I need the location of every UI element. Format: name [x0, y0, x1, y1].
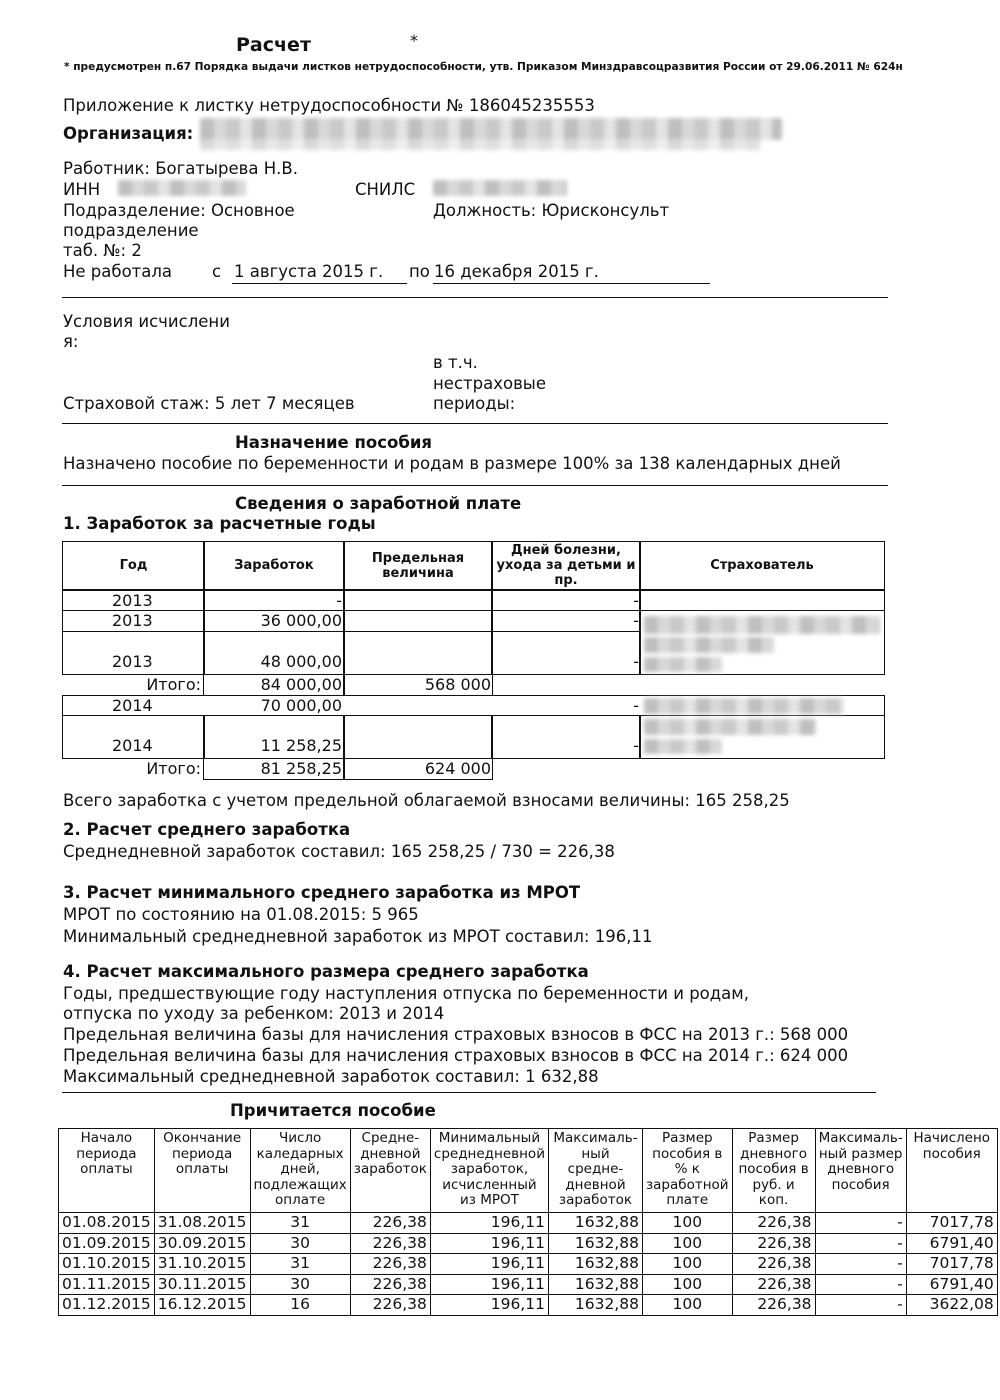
redacted-inn — [118, 180, 246, 196]
divider — [62, 423, 888, 424]
footnote: * предусмотрен п.67 Порядка выдачи листков нетрудоспособности, утв. Приказом Минздравсоцразвития России от 29.06.2011 № 624н — [64, 61, 903, 73]
mrot-line2: Минимальный среднедневной заработок из МРОТ составил: 196,11 — [63, 927, 653, 946]
col-header: Окончание периода оплаты — [154, 1129, 250, 1213]
table-cell: 01.08.2015 — [59, 1213, 155, 1234]
table-cell: 31.10.2015 — [154, 1254, 250, 1275]
table-cell: 30 — [250, 1274, 350, 1295]
max-line3: Предельная величина базы для начисления страховых взносов в ФСС на 2013 г.: 568 000 — [63, 1025, 849, 1044]
redacted-org-name — [200, 118, 782, 140]
table-cell: 226,38 — [350, 1274, 430, 1295]
benefit-heading: Причитается пособие — [230, 1101, 436, 1120]
table-cell: 196,11 — [430, 1295, 548, 1316]
table-cell: 16 — [250, 1295, 350, 1316]
redacted-insurer — [644, 657, 722, 672]
table-cell: 30.09.2015 — [154, 1233, 250, 1254]
benefit-table — [58, 1128, 998, 1316]
from-underline — [232, 283, 407, 284]
col-header: Максималь-ный размер дневного пособия — [815, 1129, 906, 1213]
from-label: с — [212, 262, 222, 281]
redacted-insurer — [644, 719, 816, 735]
earn-cell: 48 000,00 — [260, 652, 342, 671]
table-cell: 30 — [250, 1233, 350, 1254]
table-cell: 01.11.2015 — [59, 1274, 155, 1295]
earn-cell: 70 000,00 — [260, 696, 342, 715]
table-cell: 226,38 — [732, 1274, 815, 1295]
divider — [62, 297, 888, 298]
avg-text: Среднедневной заработок составил: 165 258,25 / 730 = 226,38 — [63, 842, 615, 861]
col-header: Минимальный среднедневной заработок, исчисленный из МРОТ — [430, 1129, 548, 1213]
col-header-sick-days: Дней болезни, ухода за детьми и пр. — [491, 541, 641, 590]
earn-cell: 81 258,25 — [260, 759, 342, 778]
table-cell — [343, 715, 493, 759]
table-cell: 100 — [642, 1254, 732, 1275]
salary-heading: Сведения о заработной плате — [235, 494, 522, 513]
worker-line: Работник: Богатырева Н.В. — [63, 159, 298, 178]
table-cell: 1632,88 — [548, 1274, 642, 1295]
divider — [62, 1092, 876, 1093]
redacted-org-name-2 — [200, 138, 760, 150]
position-line: Должность: Юрисконсульт — [433, 201, 670, 220]
days-cell: - — [633, 591, 639, 610]
table-cell: 100 — [642, 1213, 732, 1234]
earn-cell: 84 000,00 — [260, 675, 342, 694]
assignment-heading: Назначение пособия — [235, 433, 433, 452]
col-header: Средне-дневной заработок — [350, 1129, 430, 1213]
salary-sub1: 1. Заработок за расчетные годы — [63, 514, 376, 533]
not-worked-label: Не работала — [63, 262, 173, 281]
table-row — [59, 1213, 998, 1234]
table-cell: 3622,08 — [906, 1295, 997, 1316]
table-cell: 100 — [642, 1274, 732, 1295]
table-cell: 226,38 — [732, 1254, 815, 1275]
col-header: Начислено пособия — [906, 1129, 997, 1213]
days-cell: - — [633, 652, 639, 671]
table-cell: - — [815, 1254, 906, 1275]
page-title: Расчет — [236, 34, 311, 56]
days-cell: - — [633, 611, 639, 630]
col-header: Начало периода оплаты — [59, 1129, 155, 1213]
year-cell: 2014 — [112, 736, 153, 755]
max-heading: 4. Расчет максимального размера среднего заработка — [63, 962, 589, 981]
table-cell: 6791,40 — [906, 1233, 997, 1254]
total-earnings: Всего заработка с учетом предельной облагаемой взносами величины: 165 258,25 — [63, 791, 790, 810]
table-cell: 16.12.2015 — [154, 1295, 250, 1316]
incl-line3: периоды: — [433, 394, 516, 413]
table-cell: 1632,88 — [548, 1233, 642, 1254]
limit-cell: 624 000 — [424, 759, 491, 778]
table-cell: 226,38 — [732, 1295, 815, 1316]
mrot-heading: 3. Расчет минимального среднего заработка из МРОТ — [63, 883, 581, 902]
max-line2: отпуска по уходу за ребенком: 2013 и 2014 — [63, 1004, 445, 1023]
table-cell: 31 — [250, 1254, 350, 1275]
table-cell: - — [815, 1295, 906, 1316]
table-cell — [639, 590, 885, 611]
table-cell: 1632,88 — [548, 1295, 642, 1316]
inn-label: ИНН — [63, 180, 101, 199]
avg-heading: 2. Расчет среднего заработка — [63, 820, 351, 839]
col-header: Максималь-ный средне-дневной заработок — [548, 1129, 642, 1213]
earn-cell: 36 000,00 — [260, 611, 342, 630]
table-cell: 196,11 — [430, 1213, 548, 1234]
incl-line2: нестраховые — [433, 374, 546, 393]
table-cell: 6791,40 — [906, 1274, 997, 1295]
earn-cell: 11 258,25 — [260, 736, 342, 755]
table-cell — [343, 590, 493, 611]
conditions-label-2: я: — [63, 332, 79, 351]
to-underline — [433, 283, 710, 284]
table-cell: - — [815, 1213, 906, 1234]
tab-number: таб. №: 2 — [63, 241, 142, 260]
year-cell: 2013 — [112, 611, 153, 630]
year-cell: 2013 — [112, 591, 153, 610]
table-cell: 100 — [642, 1295, 732, 1316]
table-row — [59, 1254, 998, 1275]
appendix-line: Приложение к листку нетрудоспособности № 186045235553 — [63, 96, 595, 115]
to-label: по — [409, 262, 430, 281]
redacted-insurer — [644, 616, 880, 634]
table-cell — [343, 610, 493, 632]
table-cell: 31 — [250, 1213, 350, 1234]
table-cell: - — [815, 1233, 906, 1254]
assignment-text: Назначено пособие по беременности и родам в размере 100% за 138 календарных дней — [63, 454, 841, 473]
table-row — [59, 1233, 998, 1254]
from-date: 1 августа 2015 г. — [234, 262, 384, 281]
col-header-insurer: Страхователь — [639, 541, 885, 590]
earn-cell: - — [336, 591, 342, 610]
max-line4: Предельная величина базы для начисления страховых взносов в ФСС на 2014 г.: 624 000 — [63, 1046, 849, 1065]
table-cell: 1632,88 — [548, 1254, 642, 1275]
table-cell: 196,11 — [430, 1274, 548, 1295]
divider — [62, 485, 888, 486]
incl-line1: в т.ч. — [433, 353, 478, 372]
table-cell: - — [815, 1274, 906, 1295]
table-row — [59, 1295, 998, 1316]
year-cell: 2013 — [112, 652, 153, 671]
table-cell: 226,38 — [732, 1233, 815, 1254]
table-cell: 226,38 — [732, 1213, 815, 1234]
col-header-limit: Предельная величина — [343, 541, 493, 590]
table-cell: 1632,88 — [548, 1213, 642, 1234]
table-cell: 7017,78 — [906, 1213, 997, 1234]
table-cell: 30.11.2015 — [154, 1274, 250, 1295]
redacted-snils — [433, 180, 567, 196]
col-header: Число каледарных дней, подлежащих оплате — [250, 1129, 350, 1213]
days-cell: - — [633, 736, 639, 755]
department-line1: Подразделение: Основное — [63, 201, 295, 220]
table-cell: 226,38 — [350, 1254, 430, 1275]
table-cell: 226,38 — [350, 1233, 430, 1254]
max-line1: Годы, предшествующие году наступления отпуска по беременности и родам, — [63, 984, 749, 1003]
mrot-line1: МРОТ по состоянию на 01.08.2015: 5 965 — [63, 905, 419, 924]
table-cell: 7017,78 — [906, 1254, 997, 1275]
col-header-earnings: Заработок — [203, 541, 345, 590]
table-cell — [343, 631, 493, 675]
department-line2: подразделение — [63, 221, 199, 240]
conditions-label-1: Условия исчислени — [63, 312, 230, 331]
snils-label: СНИЛС — [355, 180, 416, 199]
table-cell: 226,38 — [350, 1213, 430, 1234]
total-label: Итого: — [146, 675, 201, 694]
table-cell: 01.12.2015 — [59, 1295, 155, 1316]
table-row — [59, 1274, 998, 1295]
table-cell: 100 — [642, 1233, 732, 1254]
table-cell: 31.08.2015 — [154, 1213, 250, 1234]
to-date: 16 декабря 2015 г. — [434, 262, 599, 281]
max-line5: Максимальный среднедневной заработок составил: 1 632,88 — [63, 1067, 599, 1086]
redacted-insurer — [644, 739, 722, 754]
org-label: Организация: — [63, 124, 194, 143]
insurance-experience: Страховой стаж: 5 лет 7 месяцев — [63, 394, 355, 413]
year-cell: 2014 — [112, 696, 153, 715]
title-asterisk: * — [410, 31, 418, 50]
total-label: Итого: — [146, 759, 201, 778]
table-cell: 196,11 — [430, 1233, 548, 1254]
col-header-year: Год — [62, 541, 205, 590]
table-cell: 196,11 — [430, 1254, 548, 1275]
col-header: Размер пособия в % к заработной плате — [642, 1129, 732, 1213]
redacted-insurer — [644, 698, 844, 714]
days-cell: - — [633, 696, 639, 715]
table-cell: 01.10.2015 — [59, 1254, 155, 1275]
limit-cell: 568 000 — [424, 675, 491, 694]
redacted-insurer — [644, 637, 774, 653]
table-cell: 226,38 — [350, 1295, 430, 1316]
table-cell: 01.09.2015 — [59, 1233, 155, 1254]
col-header: Размер дневного пособия в руб. и коп. — [732, 1129, 815, 1213]
